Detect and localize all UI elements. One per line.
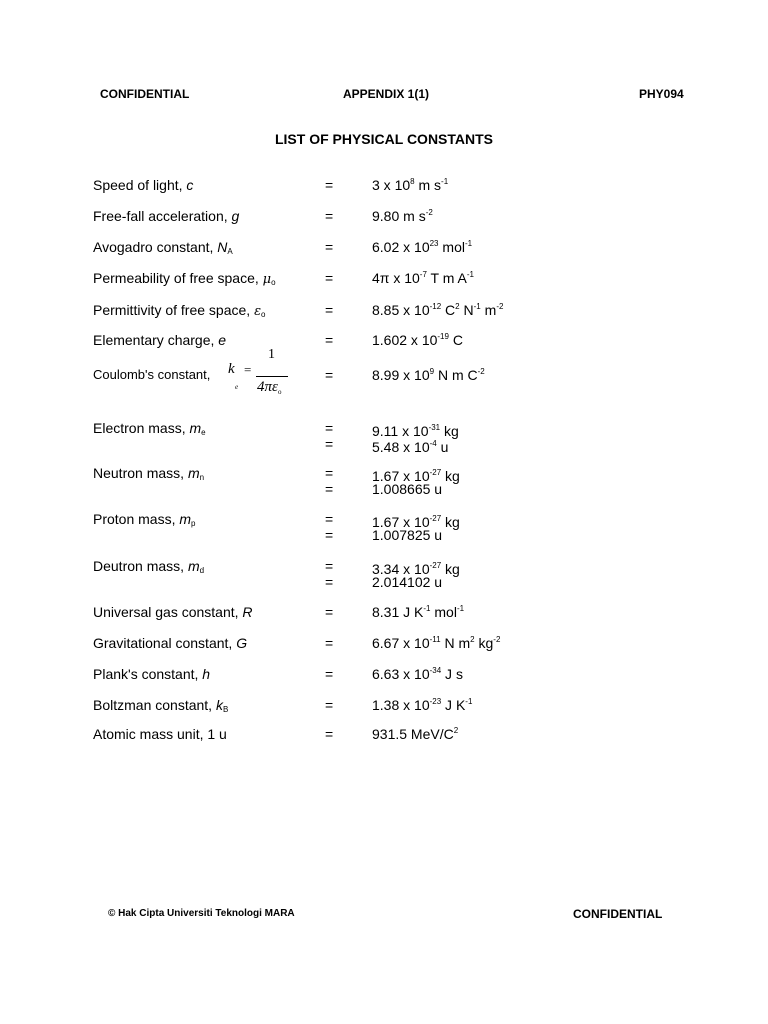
constant-label: Atomic mass unit, 1 u [93, 726, 227, 742]
formula-equals: = [244, 362, 252, 377]
equals-sign: = [325, 697, 334, 713]
page-title: LIST OF PHYSICAL CONSTANTS [274, 131, 494, 147]
equals-sign: = [325, 726, 334, 742]
equals-sign: = [325, 239, 334, 255]
constant-value: 1.602 x $10^{-19}$ C [372, 332, 463, 348]
constant-label: Avogadro constant, $N_A$ [93, 239, 233, 256]
equals-sign: = [325, 604, 334, 620]
constant-label: Permeability of free space, $\mu_o$ [93, 270, 276, 287]
fraction-bar [256, 376, 288, 377]
equals-sign: = [325, 208, 334, 224]
constant-value: 1.38 x $10^{-23}$ J $K^{-1}$ [372, 697, 473, 713]
constant-label: Neutron mass, $m_n$ [93, 465, 205, 482]
footer-copyright: © Hak Cipta Universiti Teknologi MARA [108, 908, 295, 919]
equals-sign: = [325, 367, 334, 383]
constant-value: 6.63 x $10^{-34}$ J s [372, 666, 463, 682]
footer-confidential: CONFIDENTIAL [573, 907, 663, 921]
constant-value: 8.31 J $K^{-1}$ mol$^{-1}$ [372, 604, 465, 620]
constant-value: 3 x $10^8$ m $s^{-1}$ [372, 177, 449, 193]
constant-label: Electron mass, $m_e$ [93, 420, 206, 437]
constant-label: Free-fall acceleration, g [93, 208, 240, 224]
formula-denominator: $4\pi\varepsilon_o$ [257, 379, 282, 396]
equals-sign: = [325, 332, 334, 348]
equals-sign: = = [325, 558, 334, 590]
equals-sign: = [325, 666, 334, 682]
constant-value: 1.67 x $10^{-27}$ kg 1.008665 u [372, 468, 460, 497]
constant-label: Universal gas constant, R [93, 604, 253, 620]
constant-label: Gravitational constant, G [93, 635, 248, 651]
equals-sign: = = [325, 511, 334, 543]
constant-value: 931.5 MeV/$C^2$ [372, 726, 459, 742]
constant-value: 3.34 x $10^{-27}$ kg 2.014102 u [372, 561, 460, 590]
constant-label: Coulomb's constant, [93, 367, 211, 382]
constant-label: Proton mass, $m_p$ [93, 511, 196, 528]
constant-value: 6.67 x $10^{-11}$ N $m^2$ $kg^{-2}$ [372, 635, 501, 651]
constant-value: 4π x $10^{-7}$ T m $A^{-1}$ [372, 270, 474, 286]
equals-sign: = [325, 302, 334, 318]
constant-label: Boltzman constant, $k_B$ [93, 697, 229, 714]
formula-k: k [228, 361, 235, 377]
constant-label: Deutron mass, $m_d$ [93, 558, 205, 575]
header-course-code: PHY094 [639, 87, 684, 101]
constant-value: 9.11 x $10^{-31}$ kg 5.48 x $10^{-4}$ u [372, 423, 459, 455]
constant-value: 1.67 x $10^{-27}$ kg 1.007825 u [372, 514, 460, 543]
header-appendix: APPENDIX 1(1) [343, 87, 430, 101]
constant-value: 6.02 x $10^{23}$ mol$^{-1}$ [372, 239, 473, 255]
header-confidential: CONFIDENTIAL [100, 87, 190, 101]
constant-value: 9.80 m $s^{-2}$ [372, 208, 433, 224]
constant-value: 8.99 x $10^9$ N m $C^{-2}$ [372, 367, 485, 383]
constant-value: 8.85 x $10^{-12}$ $C^2$ $N^{-1}$ $m^{-2}$ [372, 302, 504, 318]
constant-label: Permittivity of free space, $\varepsilon_o$ [93, 302, 266, 319]
equals-sign: = [325, 635, 334, 651]
constant-label: Plank's constant, h [93, 666, 211, 682]
constant-label: Speed of light, c [93, 177, 194, 193]
equals-sign: = = [325, 465, 334, 497]
equals-sign: = [325, 177, 334, 193]
equals-sign: = = [325, 420, 334, 452]
equals-sign: = [325, 270, 334, 286]
formula-k-subscript: e [235, 383, 239, 391]
constant-label: Elementary charge, e [93, 332, 227, 348]
formula-numerator: 1 [268, 347, 275, 362]
